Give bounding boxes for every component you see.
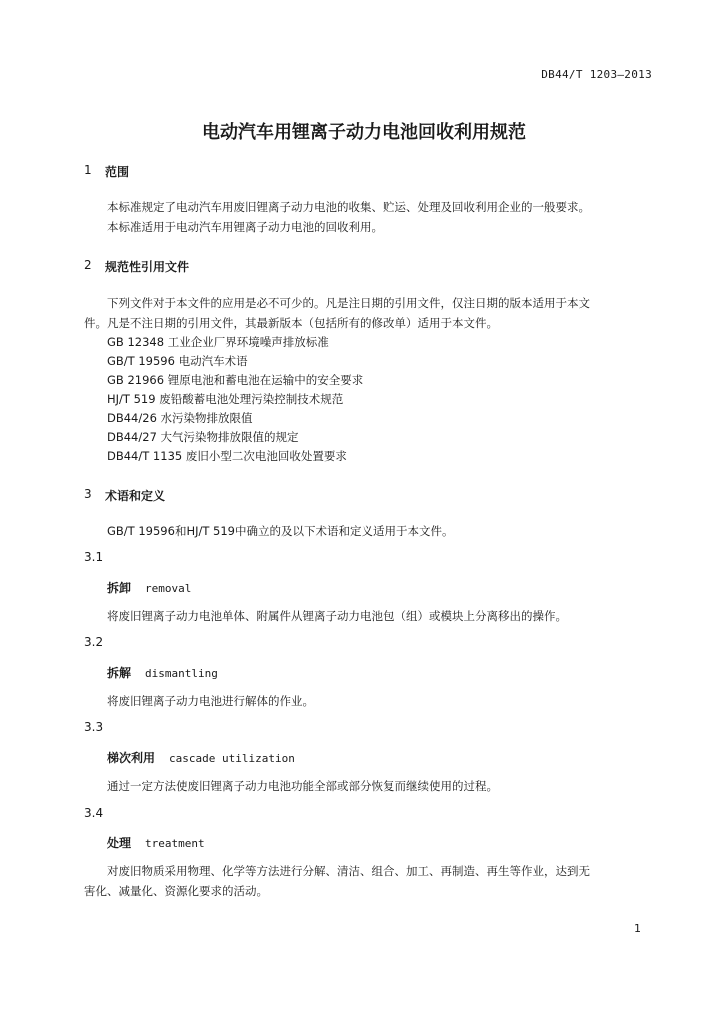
reference-item: DB44/27 大气污染物排放限值的规定 [107,430,299,444]
section-2-number: 2 [84,258,92,272]
section-3-intro: GB/T 19596和HJ/T 519中确立的及以下术语和定义适用于本文件。 [107,524,454,538]
term-heading [107,579,191,596]
section-1-line-1: 本标准规定了电动汽车用废旧锂离子动力电池的收集、贮运、处理及回收利用企业的一般要求。 [107,200,590,214]
reference-item: GB/T 19596 电动汽车术语 [107,354,248,368]
term-number: 3.3 [84,720,104,734]
section-3-title: 术语和定义 [105,489,166,503]
section-2-intro-line-1: 下列文件对于本文件的应用是必不可少的。凡是注日期的引用文件，仅注日期的版本适用于本文 [107,296,590,310]
term-cn: 梯次利用 [107,751,156,765]
reference-item: DB44/26 水污染物排放限值 [107,411,253,425]
term-en: dismantling [145,667,218,680]
section-3-number: 3 [84,487,92,501]
term-definition-line-1: 对废旧物质采用物理、化学等方法进行分解、清洁、组合、加工、再制造、再生等作业，达到无 [107,864,590,878]
term-heading [107,834,205,851]
section-2-title: 规范性引用文件 [105,260,190,274]
reference-item: HJ/T 519 废铅酸蓄电池处理污染控制技术规范 [107,392,344,406]
term-definition: 将废旧锂离子动力电池进行解体的作业。 [107,694,314,708]
term-heading [107,749,295,766]
term-definition: 通过一定方法使废旧锂离子动力电池功能全部或部分恢复而继续使用的过程。 [107,779,498,793]
term-heading [107,664,218,681]
section-1-number: 1 [84,163,92,177]
section-1-title: 范围 [105,165,130,179]
section-1-line-2: 本标准适用于电动汽车用锂离子动力电池的回收利用。 [107,220,383,234]
reference-item: GB 21966 锂原电池和蓄电池在运输中的安全要求 [107,373,364,387]
term-cn: 拆卸 [107,581,132,595]
term-number: 3.2 [84,635,104,649]
term-definition: 将废旧锂离子动力电池单体、附属件从锂离子动力电池包（组）或模块上分离移出的操作。 [107,609,567,623]
term-number: 3.1 [84,550,104,564]
term-en: treatment [145,837,205,850]
document-code: DB44/T 1203—2013 [541,68,652,81]
reference-item: GB 12348 工业企业厂界环境噪声排放标准 [107,335,329,349]
term-cn: 拆解 [107,666,132,680]
term-cn: 处理 [107,836,132,850]
page-number: 1 [634,922,641,935]
term-definition-line-2: 害化、减量化、资源化要求的活动。 [84,884,268,898]
section-2-intro-line-2: 件。凡是不注日期的引用文件，其最新版本（包括所有的修改单）适用于本文件。 [84,316,498,330]
reference-item: DB44/T 1135 废旧小型二次电池回收处置要求 [107,449,347,463]
term-number: 3.4 [84,806,104,820]
document-title: 电动汽车用锂离子动力电池回收利用规范 [202,122,526,143]
term-en: removal [145,582,192,595]
term-en: cascade utilization [169,752,295,765]
